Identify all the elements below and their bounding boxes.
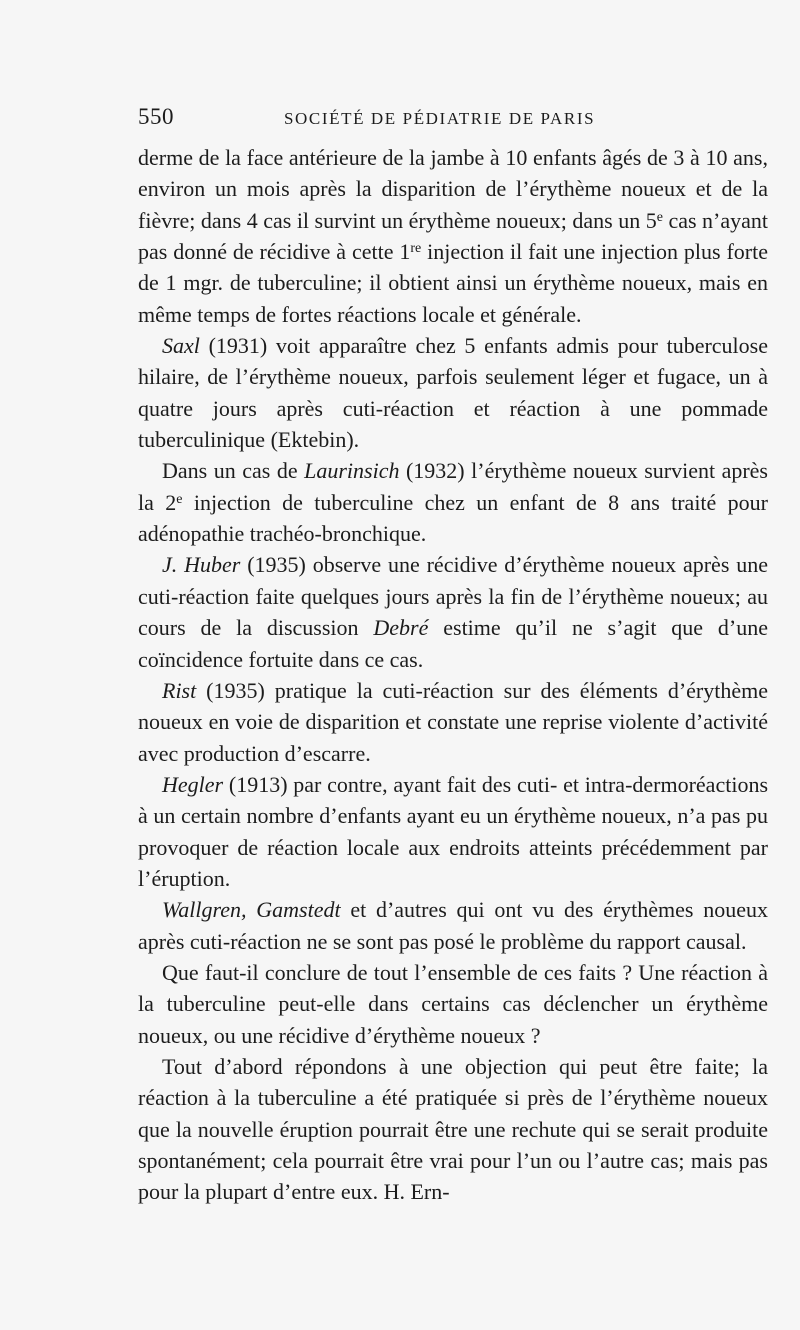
paragraph-text: injection il fait une injection plus forte de 1 mgr. de tuberculine; il obtient ainsi un érythème noueux, mais en même temps de fortes réactions locale et générale.	[138, 239, 769, 327]
author-name: Laurinsich	[304, 458, 400, 484]
body-text	[138, 142, 768, 1208]
paragraph-question	[138, 957, 768, 1051]
superscript: e	[176, 491, 183, 507]
author-name: Saxl	[162, 333, 200, 359]
author-name: Hegler	[162, 771, 224, 797]
paragraph-text: (1935) pratique la cuti-réaction sur des éléments d’érythème noueux en voie de disparition et constate une reprise violente d’activité avec production d’escarre.	[138, 677, 768, 766]
paragraph-text: cas n’ayant pas donné de récidive à cette 1	[138, 207, 768, 265]
superscript: re	[410, 241, 422, 257]
paragraph-text: estime qu’il ne s’agit que d’une coïncidence fortuite dans ce cas.	[138, 615, 769, 672]
paragraph-saxl	[138, 330, 768, 455]
page-number: 550	[138, 104, 174, 129]
author-name: Wallgren, Gamstedt	[162, 897, 341, 923]
paragraph-text: Tout d’abord répondons à une objection qui peut être faite; la réaction à la tuberculine a été pratiquée si près de l’érythème noueux que la nouvelle éruption pourrait être une rechute qui se serait produite spontanément; cela pourrait être vrai pour l’un ou l’autre cas; mais pas pour la plupart d’entre eux. H. Ern-	[138, 1053, 768, 1205]
paragraph-wallgren	[138, 894, 768, 957]
paragraph-text: (1913) par contre, ayant fait des cuti- et intra-dermoréactions à un certain nombre d’enfants ayant eu un érythème noueux, n’a pas pu provoquer de réaction locale aux endroits atteints précédemment par l’éruption.	[138, 771, 768, 891]
paragraph-text: et d’autres qui ont vu des érythèmes noueux après cuti-réaction ne se sont pas posé le problème du rapport causal.	[138, 897, 768, 954]
paragraph-rist	[138, 675, 768, 769]
paragraph-text: (1932) l’érythème noueux survient après la 2	[138, 458, 768, 515]
paragraph-hegler	[138, 769, 768, 894]
superscript: e	[656, 209, 663, 225]
paragraph-huber	[138, 549, 768, 674]
author-name: J. Huber	[162, 552, 241, 578]
paragraph-text: (1931) voit apparaître chez 5 enfants admis pour tuberculose hilaire, de l’érythème noueux, parfois seulement léger et fugace, un à quatre jours après cuti-réaction et réaction à une pommade tuberculinique (Ektebin).	[138, 333, 768, 453]
paragraph-text: injection de tuberculine chez un enfant de 8 ans traité pour adénopathie trachéo-bronchique.	[138, 489, 768, 547]
author-name: Rist	[162, 677, 197, 703]
paragraph-objection	[138, 1051, 768, 1208]
paragraph-continued	[138, 142, 768, 330]
paragraph-text: Dans un cas de	[162, 458, 305, 484]
paragraph-text: (1935) observe une récidive d’érythème noueux après une cuti-réaction faite quelques jours après la fin de l’érythème noueux; au cours de la discussion	[138, 552, 769, 641]
paragraph-text: Que faut-il conclure de tout l’ensemble de ces faits ? Une réaction à la tuberculine peut-elle dans certains cas déclencher un érythème noueux, ou une récidive d’érythème noueux ?	[138, 959, 768, 1048]
running-head: SOCIÉTÉ DE PÉDIATRIE DE PARIS	[284, 109, 596, 128]
page-header	[138, 104, 768, 138]
paragraph-laurinsich	[138, 455, 768, 549]
paragraph-text: derme de la face antérieure de la jambe à 10 enfants âgés de 3 à 10 ans, environ un mois après la disparition de l’érythème noueux et de la fièvre; dans 4 cas il survint un érythème noueux; dans un 5	[138, 145, 768, 233]
author-name: Debré	[373, 615, 429, 641]
